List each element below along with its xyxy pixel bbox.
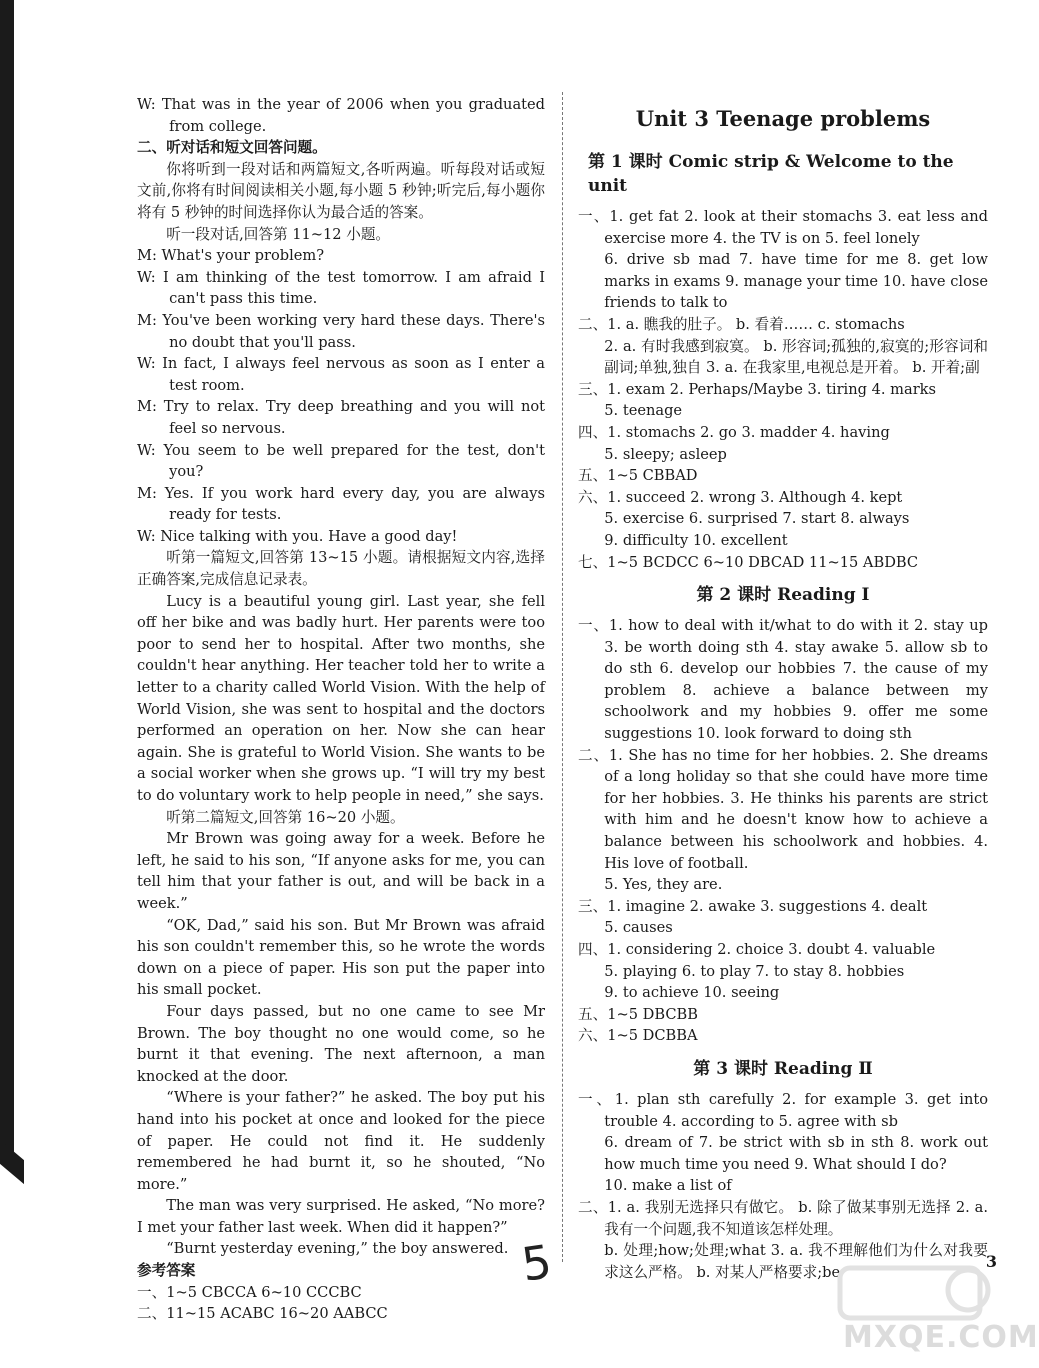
answer-line: 6. drive sb mad 7. have time for me 8. get low marks in exams 9. manage your time 10. have close friends to talk to: [604, 251, 988, 312]
left-paragraph: W: You seem to be well prepared for the test, don't you?: [137, 441, 545, 481]
answer-line: 五、1~5 CBBAD: [578, 467, 698, 485]
left-paragraph: 你将听到一段对话和两篇短文,各听两遍。听每段对话或短文前,你将有时间阅读相关小题,每小题 5 秒钟;听完后,每小题你将有 5 秒钟的时间选择你认为最合适的答案。: [137, 160, 545, 221]
left-column: [137, 94, 545, 1325]
answer-line: 六、1. succeed 2. wrong 3. Although 4. kept: [578, 488, 903, 506]
left-paragraph: 听一段对话,回答第 11~12 小题。: [166, 225, 391, 243]
left-paragraph: “Where is your father?” he asked. The boy put his hand into his pocket at once and looked for the piece of paper. He could not find it. He suddenly remembered he had burnt it, so he shouted, “No more.”: [137, 1089, 545, 1193]
right-column: [578, 94, 988, 1283]
left-paragraph: Four days passed, but no one came to see Mr Brown. The boy thought no one would come, so he burnt it that evening. The next afternoon, a man knocked at the door.: [137, 1002, 545, 1085]
left-paragraph: 参考答案: [137, 1262, 196, 1280]
lesson-1-answers: [578, 206, 988, 573]
answer-line: 5. teenage: [604, 402, 683, 420]
answer-line: 一、1. plan sth carefully 2. for example 3. get into trouble 4. according to 5. agree with sb: [578, 1090, 988, 1130]
left-paragraph: W: That was in the year of 2006 when you graduated from college.: [137, 96, 545, 135]
answer-line: 二、1. a. 瞧我的肚子。 b. 看着…… c. stomachs: [578, 315, 905, 333]
left-paragraph: M: Yes. If you work hard every day, you are always ready for tests.: [137, 484, 545, 524]
lesson-3-heading: 第 3 课时 Reading Ⅱ: [693, 1058, 873, 1079]
unit-title: Unit 3 Teenage problems: [635, 106, 931, 131]
left-paragraph: The man was very surprised. He asked, “No more? I met your father last week. When did it happen?”: [137, 1197, 545, 1236]
lesson-1-heading: 第 1 课时 Comic strip & Welcome to the unit: [588, 152, 954, 196]
left-paragraph: 听第二篇短文,回答第 16~20 小题。: [166, 808, 405, 826]
left-paragraph: M: What's your problem?: [137, 247, 325, 265]
answer-line: 五、1~5 DBCBB: [578, 1005, 698, 1023]
answer-line: b. 处理;how;处理;what 3. a. 我不理解他们为什么对我要求这么严格。 b. 对某人严格要求;be: [604, 1242, 988, 1281]
column-divider: [562, 92, 563, 1262]
lesson-2-answers: [578, 615, 988, 1047]
answer-line: 5. exercise 6. surprised 7. start 8. always: [604, 510, 910, 528]
left-paragraph: “Burnt yesterday evening,” the boy answered.: [166, 1240, 509, 1258]
answer-line: 2. a. 有时我感到寂寞。 b. 形容词;孤独的,寂寞的;形容词和副词;单独,独自 3. a. 在我家里,电视总是开着。 b. 开着;副: [604, 337, 988, 377]
left-paragraph: “OK, Dad,” said his son. But Mr Brown was afraid his son couldn't remember this, so he wrote the words down on a piece of paper. His son put the paper into his small pocket.: [137, 916, 545, 999]
answer-line: 5. sleepy; asleep: [604, 445, 727, 463]
left-paragraph: W: I am thinking of the test tomorrow. I am afraid I can't pass this time.: [137, 268, 545, 308]
answer-line: 三、1. imagine 2. awake 3. suggestions 4. dealt: [578, 897, 928, 915]
left-paragraph: 听第一篇短文,回答第 13~15 小题。请根据短文内容,选择正确答案,完成信息记录表。: [137, 549, 545, 589]
left-paragraph: W: Nice talking with you. Have a good day!: [137, 527, 458, 545]
answer-line: 四、1. stomachs 2. go 3. madder 4. having: [578, 423, 890, 441]
left-paragraph: Lucy is a beautiful young girl. Last year, she fell off her bike and was badly hurt. Her parents were too poor to send her to hospital. After two months, she couldn't hear anything. Her teacher told her to write a letter to a charity called World Vision. With the help of World Vision, she was sent to hospital and the doctors performed an operation on her. Now she can hear again. She is grateful to World Vision. She wants to be a social worker when she grows up. “I will try my best to do voluntary work to help people in need,” she says.: [137, 592, 545, 804]
answer-line: 一、1. get fat 2. look at their stomachs 3. eat less and exercise more 4. the TV is on 5. feel lonely: [578, 208, 988, 247]
left-paragraph: M: Try to relax. Try deep breathing and you will not feel so nervous.: [137, 398, 545, 437]
answer-line: 5. Yes, they are.: [604, 876, 723, 894]
lesson-2-heading: 第 2 课时 Reading Ⅰ: [696, 585, 870, 606]
left-paragraph: W: In fact, I always feel nervous as soon as I enter a test room.: [137, 355, 545, 394]
answer-line: 5. causes: [604, 919, 673, 937]
answer-line: 六、1~5 DCBBA: [578, 1027, 698, 1045]
answer-line: 四、1. considering 2. choice 3. doubt 4. valuable: [578, 941, 936, 958]
page-number: 3: [985, 1252, 997, 1271]
left-paragraph: 二、11~15 ACABC 16~20 AABCC: [137, 1305, 388, 1323]
answer-line: 二、1. She has no time for her hobbies. 2. She dreams of a long holiday so that she could have more time for her hobbies. 3. He thinks his parents are strict with him and he doesn't know how to achieve a balance between his schoolwork and hobbies. 4. His love of football.: [578, 746, 988, 872]
binding-edge: [0, 0, 14, 1160]
answer-line: 5. playing 6. to play 7. to stay 8. hobbies: [604, 962, 905, 980]
left-paragraph: 一、1~5 CBCCA 6~10 CCCBC: [137, 1283, 362, 1301]
answer-line: 10. make a list of: [604, 1177, 732, 1195]
answer-line: 二、1. a. 我别无选择只有做它。 b. 除了做某事别无选择 2. a. 我有一个问题,我不知道该怎样处理。: [578, 1198, 988, 1238]
left-paragraph: Mr Brown was going away for a week. Before he left, he said to his son, “If anyone asks for me, you can tell him that your father is out, and will be back in a week.”: [137, 830, 545, 912]
watermark-text: MXQE.COM: [843, 1320, 1039, 1355]
left-paragraph: 二、听对话和短文回答问题。: [137, 139, 327, 157]
answer-line: 9. to achieve 10. seeing: [604, 984, 780, 1002]
answer-line: 6. dream of 7. be strict with sb in sth 8. work out how much time you need 9. What should I do?: [604, 1134, 988, 1173]
answer-line: 9. difficulty 10. excellent: [604, 531, 788, 549]
left-paragraph: M: You've been working very hard these days. There's no doubt that you'll pass.: [137, 311, 545, 351]
answer-line: 一、1. how to deal with it/what to do with it 2. stay up 3. be worth doing sth 4. stay awake 5. allow sb to do sth 6. develop our hobbies 7. the cause of my problem 8. achieve a balance between my schoolwork and my hobbies 9. offer me some suggestions 10. look forward to doing sth: [578, 617, 988, 743]
handwritten-mark: 5: [518, 1234, 555, 1292]
answer-line: 三、1. exam 2. Perhaps/Maybe 3. tiring 4. marks: [578, 380, 937, 398]
answer-line: 七、1~5 BCDCC 6~10 DBCAD 11~15 ABDBC: [578, 553, 919, 571]
